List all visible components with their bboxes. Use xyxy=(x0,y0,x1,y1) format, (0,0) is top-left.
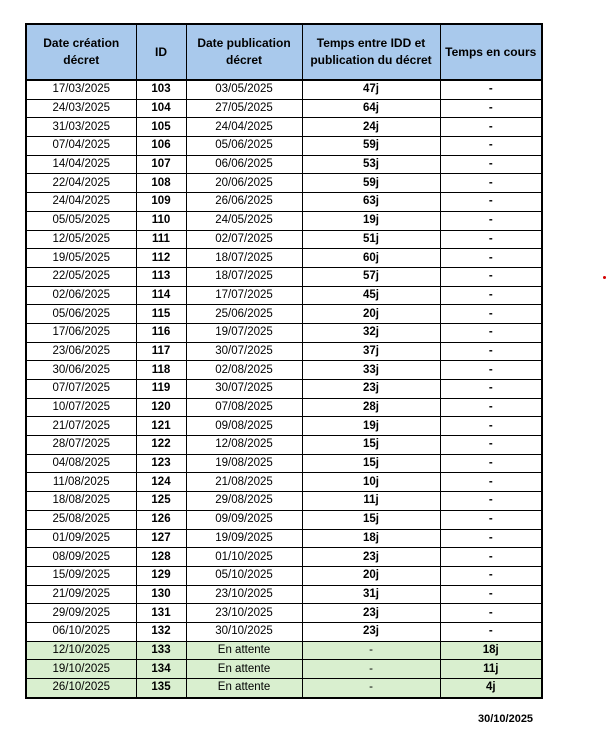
cell-current-time: - xyxy=(440,99,542,118)
table-row xyxy=(26,361,542,380)
cell-id: 131 xyxy=(136,604,186,623)
cell-creation-date: 17/06/2025 xyxy=(26,323,136,342)
header-current-time: Temps en cours xyxy=(440,24,542,80)
cell-current-time: - xyxy=(440,230,542,249)
cell-delay: 23j xyxy=(302,380,440,399)
table-row xyxy=(26,118,542,137)
cell-delay: 23j xyxy=(302,548,440,567)
cell-current-time: - xyxy=(440,566,542,585)
cell-publication-date: 30/10/2025 xyxy=(186,622,302,641)
cell-delay: 23j xyxy=(302,604,440,623)
table-row xyxy=(26,342,542,361)
cell-creation-date: 02/06/2025 xyxy=(26,286,136,305)
cell-creation-date: 31/03/2025 xyxy=(26,118,136,137)
cell-id: 130 xyxy=(136,585,186,604)
table-row xyxy=(26,174,542,193)
cell-current-time: - xyxy=(440,529,542,548)
cell-delay: 10j xyxy=(302,473,440,492)
cell-delay: 19j xyxy=(302,417,440,436)
cell-delay: 28j xyxy=(302,398,440,417)
cell-delay: 20j xyxy=(302,305,440,324)
cell-publication-date: 30/07/2025 xyxy=(186,342,302,361)
cell-current-time: - xyxy=(440,380,542,399)
cell-publication-date: 23/10/2025 xyxy=(186,604,302,623)
cell-delay: - xyxy=(302,679,440,698)
cell-id: 103 xyxy=(136,80,186,99)
cell-current-time: - xyxy=(440,286,542,305)
cell-delay: 18j xyxy=(302,529,440,548)
cell-creation-date: 05/05/2025 xyxy=(26,211,136,230)
cell-id: 115 xyxy=(136,305,186,324)
header-publication-date: Date publication décret xyxy=(186,24,302,80)
cell-id: 118 xyxy=(136,361,186,380)
cell-creation-date: 24/04/2025 xyxy=(26,193,136,212)
header-id: ID xyxy=(136,24,186,80)
cell-delay: 15j xyxy=(302,436,440,455)
cell-publication-date: En attente xyxy=(186,679,302,698)
cell-delay: 37j xyxy=(302,342,440,361)
cell-publication-date: 20/06/2025 xyxy=(186,174,302,193)
table-row xyxy=(26,417,542,436)
cell-creation-date: 12/05/2025 xyxy=(26,230,136,249)
cell-publication-date: 09/08/2025 xyxy=(186,417,302,436)
table-row xyxy=(26,99,542,118)
cell-current-time: - xyxy=(440,249,542,268)
cell-current-time: - xyxy=(440,305,542,324)
table-row xyxy=(26,267,542,286)
cell-publication-date: 21/08/2025 xyxy=(186,473,302,492)
cell-current-time: - xyxy=(440,342,542,361)
cell-id: 120 xyxy=(136,398,186,417)
header-delay: Temps entre IDD et publication du décret xyxy=(302,24,440,80)
cell-creation-date: 23/06/2025 xyxy=(26,342,136,361)
cell-id: 116 xyxy=(136,323,186,342)
cell-delay: 63j xyxy=(302,193,440,212)
header-row xyxy=(26,24,542,80)
cell-delay: 23j xyxy=(302,622,440,641)
cell-publication-date: 26/06/2025 xyxy=(186,193,302,212)
cell-creation-date: 28/07/2025 xyxy=(26,436,136,455)
table-row xyxy=(26,585,542,604)
cell-creation-date: 15/09/2025 xyxy=(26,566,136,585)
cell-current-time: - xyxy=(440,80,542,99)
cell-creation-date: 24/03/2025 xyxy=(26,99,136,118)
cell-current-time: - xyxy=(440,267,542,286)
table-body xyxy=(26,80,542,698)
cell-creation-date: 12/10/2025 xyxy=(26,641,136,660)
cell-publication-date: 27/05/2025 xyxy=(186,99,302,118)
cell-publication-date: 24/04/2025 xyxy=(186,118,302,137)
cell-current-time: - xyxy=(440,155,542,174)
decree-table xyxy=(25,23,543,699)
cell-current-time: - xyxy=(440,417,542,436)
table-row xyxy=(26,193,542,212)
cell-current-time: - xyxy=(440,174,542,193)
cell-publication-date: En attente xyxy=(186,641,302,660)
cell-publication-date: 18/07/2025 xyxy=(186,267,302,286)
cell-current-time: 11j xyxy=(440,660,542,679)
cell-delay: 57j xyxy=(302,267,440,286)
cell-current-time: - xyxy=(440,118,542,137)
cell-publication-date: 07/08/2025 xyxy=(186,398,302,417)
cell-creation-date: 30/06/2025 xyxy=(26,361,136,380)
cell-publication-date: 02/08/2025 xyxy=(186,361,302,380)
table-row xyxy=(26,529,542,548)
cell-id: 108 xyxy=(136,174,186,193)
cell-creation-date: 11/08/2025 xyxy=(26,473,136,492)
table-row xyxy=(26,622,542,641)
cell-id: 107 xyxy=(136,155,186,174)
cell-publication-date: En attente xyxy=(186,660,302,679)
cell-id: 133 xyxy=(136,641,186,660)
cell-current-time: 18j xyxy=(440,641,542,660)
cell-current-time: - xyxy=(440,211,542,230)
cell-creation-date: 19/10/2025 xyxy=(26,660,136,679)
cell-id: 113 xyxy=(136,267,186,286)
cell-id: 114 xyxy=(136,286,186,305)
cell-id: 127 xyxy=(136,529,186,548)
cell-id: 104 xyxy=(136,99,186,118)
cell-creation-date: 21/07/2025 xyxy=(26,417,136,436)
table-row xyxy=(26,679,542,698)
cell-delay: 20j xyxy=(302,566,440,585)
table-row xyxy=(26,454,542,473)
cell-current-time: 4j xyxy=(440,679,542,698)
cell-publication-date: 19/09/2025 xyxy=(186,529,302,548)
cell-publication-date: 30/07/2025 xyxy=(186,380,302,399)
cell-publication-date: 12/08/2025 xyxy=(186,436,302,455)
cell-id: 109 xyxy=(136,193,186,212)
cell-creation-date: 08/09/2025 xyxy=(26,548,136,567)
cell-delay: 51j xyxy=(302,230,440,249)
cell-current-time: - xyxy=(440,193,542,212)
table-row xyxy=(26,286,542,305)
cell-creation-date: 25/08/2025 xyxy=(26,510,136,529)
table-row xyxy=(26,566,542,585)
cell-delay: 32j xyxy=(302,323,440,342)
cell-delay: 19j xyxy=(302,211,440,230)
cell-current-time: - xyxy=(440,137,542,156)
cell-delay: 60j xyxy=(302,249,440,268)
table-row xyxy=(26,155,542,174)
cell-id: 128 xyxy=(136,548,186,567)
table-row xyxy=(26,230,542,249)
table-row xyxy=(26,249,542,268)
cell-current-time: - xyxy=(440,548,542,567)
table-row xyxy=(26,380,542,399)
cell-id: 106 xyxy=(136,137,186,156)
cell-current-time: - xyxy=(440,361,542,380)
cell-publication-date: 03/05/2025 xyxy=(186,80,302,99)
cell-creation-date: 29/09/2025 xyxy=(26,604,136,623)
cell-id: 124 xyxy=(136,473,186,492)
cell-publication-date: 05/06/2025 xyxy=(186,137,302,156)
cell-publication-date: 06/06/2025 xyxy=(186,155,302,174)
cell-publication-date: 02/07/2025 xyxy=(186,230,302,249)
cell-creation-date: 05/06/2025 xyxy=(26,305,136,324)
cell-delay: - xyxy=(302,641,440,660)
cell-delay: 31j xyxy=(302,585,440,604)
cell-delay: 11j xyxy=(302,492,440,511)
table-row xyxy=(26,323,542,342)
cell-current-time: - xyxy=(440,323,542,342)
table-row xyxy=(26,604,542,623)
cell-creation-date: 06/10/2025 xyxy=(26,622,136,641)
cell-id: 121 xyxy=(136,417,186,436)
cell-creation-date: 18/08/2025 xyxy=(26,492,136,511)
table-row xyxy=(26,492,542,511)
cell-id: 119 xyxy=(136,380,186,399)
table-row xyxy=(26,80,542,99)
cell-creation-date: 22/05/2025 xyxy=(26,267,136,286)
cell-id: 125 xyxy=(136,492,186,511)
cell-publication-date: 09/09/2025 xyxy=(186,510,302,529)
report-date: 30/10/2025 xyxy=(478,713,534,725)
cell-creation-date: 07/07/2025 xyxy=(26,380,136,399)
cell-delay: 24j xyxy=(302,118,440,137)
cell-publication-date: 19/08/2025 xyxy=(186,454,302,473)
cell-delay: 47j xyxy=(302,80,440,99)
table-row xyxy=(26,305,542,324)
cell-creation-date: 21/09/2025 xyxy=(26,585,136,604)
cell-creation-date: 01/09/2025 xyxy=(26,529,136,548)
cell-creation-date: 07/04/2025 xyxy=(26,137,136,156)
cell-id: 126 xyxy=(136,510,186,529)
table-row xyxy=(26,436,542,455)
cell-current-time: - xyxy=(440,473,542,492)
header-creation-date: Date création décret xyxy=(26,24,136,80)
cell-id: 132 xyxy=(136,622,186,641)
cell-delay: 59j xyxy=(302,137,440,156)
cell-creation-date: 26/10/2025 xyxy=(26,679,136,698)
table-row xyxy=(26,548,542,567)
cell-creation-date: 19/05/2025 xyxy=(26,249,136,268)
red-dot-mark xyxy=(603,276,606,279)
table-row xyxy=(26,660,542,679)
cell-current-time: - xyxy=(440,454,542,473)
table-row xyxy=(26,211,542,230)
table-row xyxy=(26,641,542,660)
cell-current-time: - xyxy=(440,585,542,604)
cell-publication-date: 24/05/2025 xyxy=(186,211,302,230)
cell-delay: 59j xyxy=(302,174,440,193)
cell-creation-date: 22/04/2025 xyxy=(26,174,136,193)
cell-publication-date: 17/07/2025 xyxy=(186,286,302,305)
cell-current-time: - xyxy=(440,436,542,455)
cell-delay: 45j xyxy=(302,286,440,305)
cell-id: 111 xyxy=(136,230,186,249)
cell-id: 129 xyxy=(136,566,186,585)
table-row xyxy=(26,398,542,417)
cell-id: 122 xyxy=(136,436,186,455)
cell-delay: 15j xyxy=(302,454,440,473)
cell-current-time: - xyxy=(440,622,542,641)
cell-delay: 15j xyxy=(302,510,440,529)
cell-current-time: - xyxy=(440,492,542,511)
cell-id: 135 xyxy=(136,679,186,698)
cell-delay: 64j xyxy=(302,99,440,118)
cell-delay: - xyxy=(302,660,440,679)
cell-publication-date: 05/10/2025 xyxy=(186,566,302,585)
cell-id: 112 xyxy=(136,249,186,268)
cell-id: 110 xyxy=(136,211,186,230)
cell-publication-date: 01/10/2025 xyxy=(186,548,302,567)
cell-publication-date: 23/10/2025 xyxy=(186,585,302,604)
cell-creation-date: 10/07/2025 xyxy=(26,398,136,417)
cell-creation-date: 14/04/2025 xyxy=(26,155,136,174)
cell-id: 123 xyxy=(136,454,186,473)
cell-creation-date: 04/08/2025 xyxy=(26,454,136,473)
cell-publication-date: 25/06/2025 xyxy=(186,305,302,324)
cell-id: 134 xyxy=(136,660,186,679)
cell-id: 117 xyxy=(136,342,186,361)
cell-creation-date: 17/03/2025 xyxy=(26,80,136,99)
cell-publication-date: 18/07/2025 xyxy=(186,249,302,268)
cell-current-time: - xyxy=(440,398,542,417)
cell-id: 105 xyxy=(136,118,186,137)
cell-delay: 33j xyxy=(302,361,440,380)
cell-current-time: - xyxy=(440,510,542,529)
cell-current-time: - xyxy=(440,604,542,623)
cell-publication-date: 19/07/2025 xyxy=(186,323,302,342)
table-row xyxy=(26,137,542,156)
table-row xyxy=(26,510,542,529)
table-row xyxy=(26,473,542,492)
cell-delay: 53j xyxy=(302,155,440,174)
cell-publication-date: 29/08/2025 xyxy=(186,492,302,511)
